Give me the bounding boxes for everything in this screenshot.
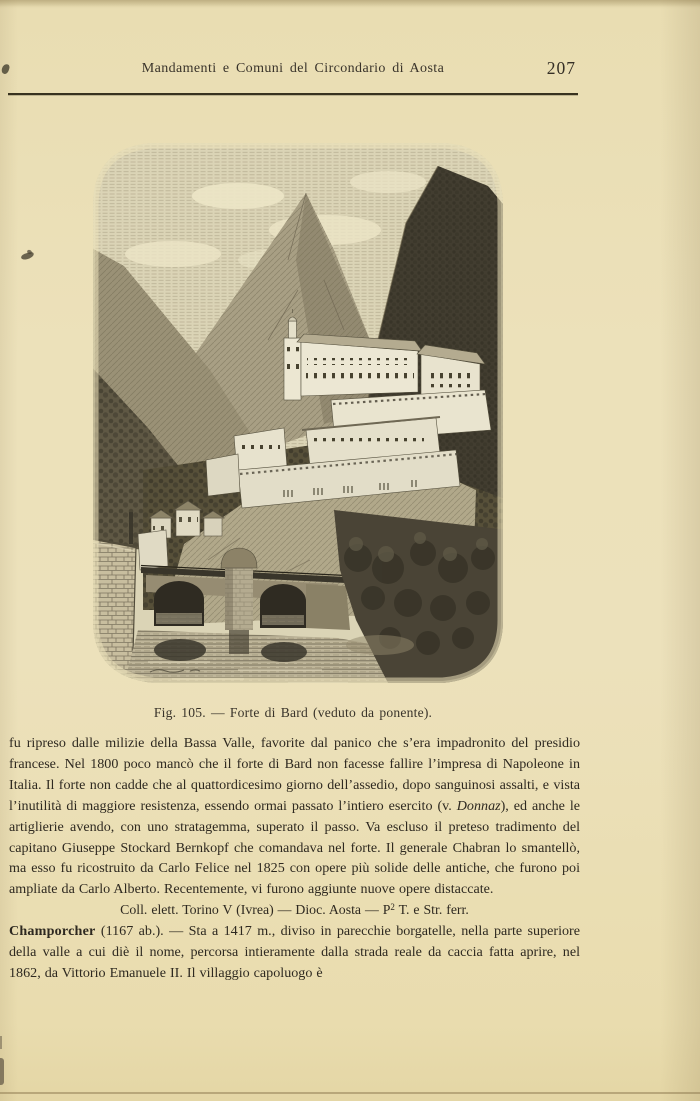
ink-speck [20,252,34,261]
collegio-line [9,900,580,921]
paragraph-text: (1167 ab.). — Sta a 1417 m., diviso in parecchie borgatelle, nella parte superiore della valle a cui diè il nome, percorsa intieramente dalla strada reale da caccia fatta aprire, nel 1862, da Vittorio Emanuele II. Il villaggio capoluogo è [9,923,580,981]
running-head: Mandamenti e Comuni del Circondario di Aosta [141,61,445,76]
ink-speck [26,249,32,255]
forte-di-bard-illustration [88,138,508,688]
page-header [10,58,576,85]
paragraph-champorcher [9,921,580,984]
bold-champorcher: Champorcher [9,923,96,940]
scan-edge-mark [0,1058,4,1085]
header-rule [8,93,578,95]
collegio-text: Coll. elett. Torino V (Ivrea) — Dioc. Aosta — P [120,902,391,918]
superscript-2: 2 [390,902,395,913]
paragraph-fort-history [9,733,580,900]
body-text [9,733,580,984]
page-number: 207 [546,58,576,78]
collegio-text: T. e Str. ferr. [394,902,469,918]
engraving-forte-di-bard [88,138,508,688]
paragraph-text: fu ripreso dalle milizie della Bassa Valle, favorite dal panico che s’era impadronito del presidio francese. Nel 1800 poco mancò che il forte di Bard non facesse fallire l’impresa di Napoleone in Italia. Il forte non cadde che al quattordicesimo giorno dell’assedio, dopo sanguinosi assalti, e vista l’inutilità di maggiore resistenza, essendo ormai passato l’intiero esercito (v. [9,735,580,814]
scan-edge-bottom [0,1092,700,1094]
figure-caption: Fig. 105. — Forte di Bard (veduto da ponente). [153,705,433,720]
ink-speck [1,63,11,75]
paragraph-text: ), ed anche le artiglierie avendo, con uno stratagemma, superato il passo. Va escluso il preteso tradimento del capitano Giuseppe Stockard Bernkopf che comandava nel forte. Il generale Chabran lo smantellò, ma esso fu ricostruito da Carlo Felice nel 1825 con opere più solide delle antiche, che furono poi ampliate da Carlo Alberto. Recentemente, vi furono aggiunte nuove opere distaccate. [9,797,580,898]
scan-edge-mark [0,1036,2,1049]
italic-donnaz: Donnaz [456,797,501,814]
